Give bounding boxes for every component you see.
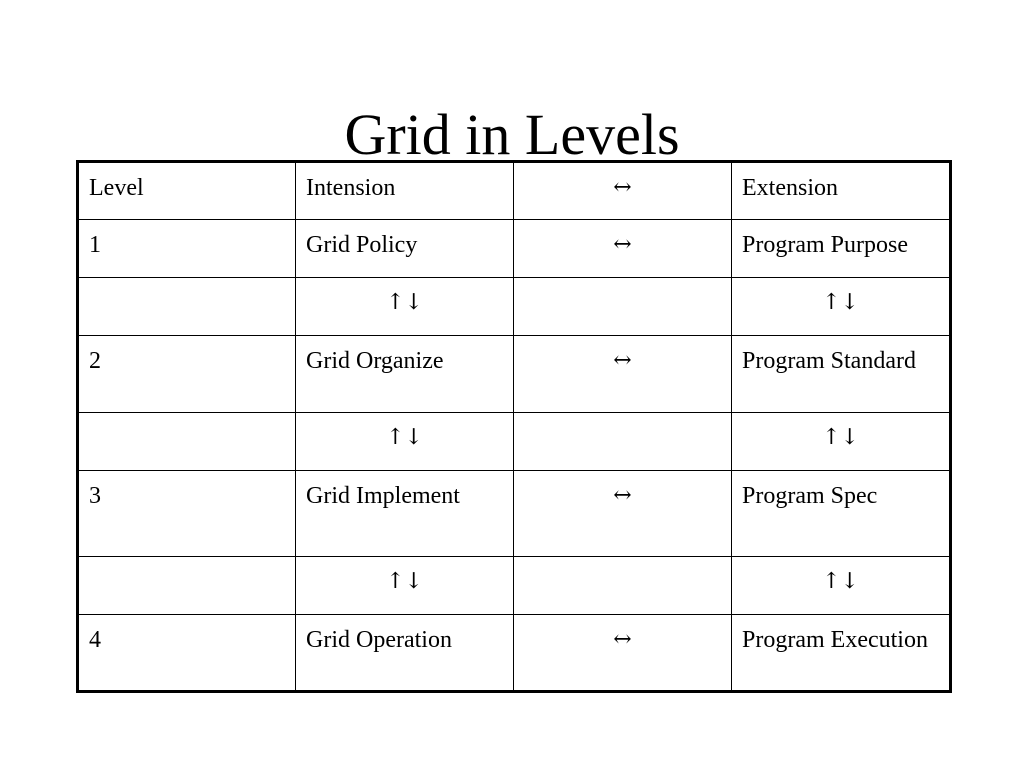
level-cell: 2: [78, 336, 296, 413]
intension-updown-arrows: ↑↓: [296, 557, 514, 615]
empty-cell: [78, 278, 296, 336]
table-row: [78, 336, 951, 413]
extension-cell: Program Purpose: [732, 220, 951, 278]
extension-cell: Program Execution: [732, 615, 951, 692]
table-row-arrows: [78, 413, 951, 471]
table-header-row: [78, 162, 951, 220]
header-extension: Extension: [732, 162, 951, 220]
relation-arrow-cell: ↔: [514, 336, 732, 413]
extension-cell: Program Standard: [732, 336, 951, 413]
empty-cell: [78, 413, 296, 471]
relation-arrow-cell: ↔: [514, 471, 732, 557]
header-level: Level: [78, 162, 296, 220]
empty-cell: [78, 557, 296, 615]
table-row-arrows: [78, 278, 951, 336]
extension-updown-arrows: ↑↓: [732, 413, 951, 471]
empty-cell: [514, 557, 732, 615]
extension-cell: Program Spec: [732, 471, 951, 557]
header-intension: Intension: [296, 162, 514, 220]
intension-cell: Grid Policy: [296, 220, 514, 278]
table-row: [78, 220, 951, 278]
extension-updown-arrows: ↑↓: [732, 557, 951, 615]
table-row-arrows: [78, 557, 951, 615]
level-cell: 4: [78, 615, 296, 692]
level-cell: 3: [78, 471, 296, 557]
relation-arrow-cell: ↔: [514, 615, 732, 692]
intension-updown-arrows: ↑↓: [296, 413, 514, 471]
header-relation-arrow: ↔: [514, 162, 732, 220]
relation-arrow-cell: ↔: [514, 220, 732, 278]
extension-updown-arrows: ↑↓: [732, 278, 951, 336]
intension-cell: Grid Operation: [296, 615, 514, 692]
slide-title: Grid in Levels: [344, 102, 680, 167]
table-row: [78, 471, 951, 557]
intension-updown-arrows: ↑↓: [296, 278, 514, 336]
level-cell: 1: [78, 220, 296, 278]
empty-cell: [514, 413, 732, 471]
intension-cell: Grid Implement: [296, 471, 514, 557]
table-row: [78, 615, 951, 692]
levels-table: [76, 160, 952, 693]
intension-cell: Grid Organize: [296, 336, 514, 413]
empty-cell: [514, 278, 732, 336]
